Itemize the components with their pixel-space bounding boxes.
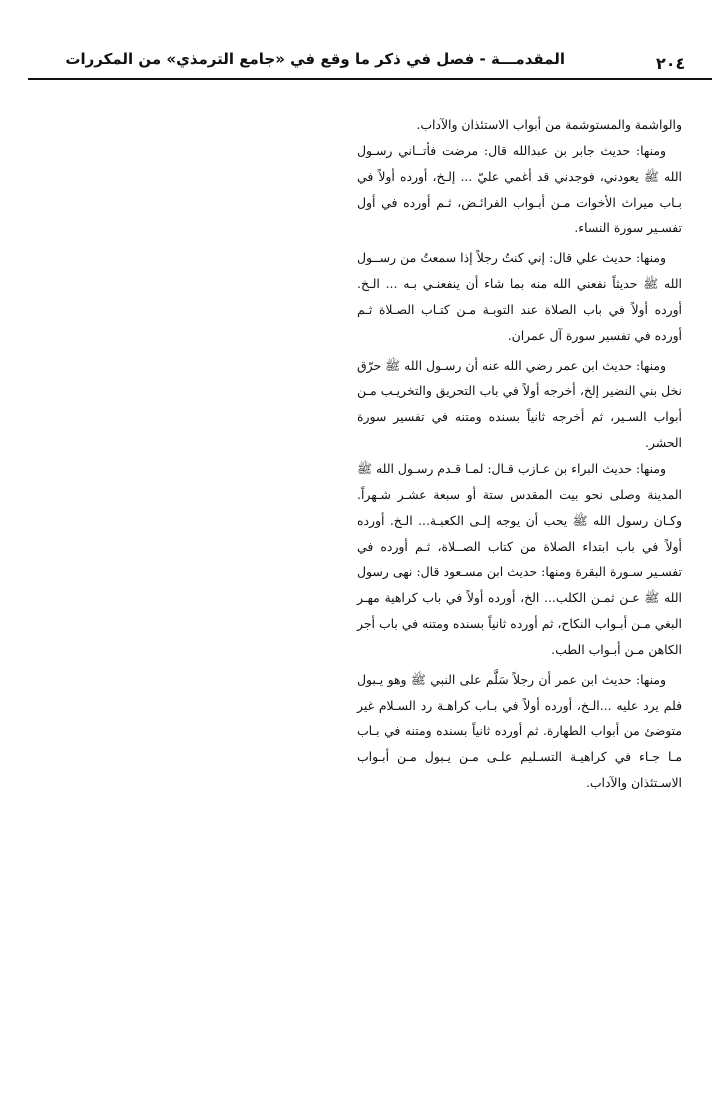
paragraph-hadith-bara: ومنها: حديث البراء بن عـازب قـال: لمـا قـدم رسـول الله ﷺ المدينة وصلى نحو بيت المقدس ستة أو سبعة عشـر شـهراً. وكـان رسول الله ﷺ يحب أن يوجه إلـى الكعبـة... الـخ. أورده أولاً في باب ابتداء الصلاة من كتاب الصــلاة، ثـم أورده في تفسـير سـورة البقرة ومنها: حديث ابن مسـعود قال: نهى رسول الله ﷺ عـن ثمـن الكلب... الخ، أورده أولاً في باب كراهية مهـر البغي مـن أبـواب النكاح، ثم أورده ثانياً بسنده ومتنه في باب أجر الكاهن مـن أبـواب الطب. (357, 460, 682, 657)
paragraph-hadith-ibn-umar-nakhl: ومنها: حديث ابن عمر رضي الله عنه أن رسـول الله ﷺ حرّق نخل بني النضير إلخ، أخرجه أولاً في باب التحريق والتخريـب مـن أبواب السـير، ثم أخرجه ثانياً بسنده ومتنه في تفسير سورة الحشر. (357, 357, 682, 451)
paragraph-hadith-ibn-umar-salam: ومنها: حديث ابن عمر أن رجلاً سَلَّم على النبي ﷺ وهو يـبول فلم يرد عليه ...الـخ، أورده أولاً في بـاب كراهـة رد السـلام غير متوضئ من أبواب الطهارة. ثم أورده ثانياً بسنده ومتنه في بـاب مـا جـاء في كراهيـة التسـليم علـى مـن يـبول مـن أبـواب الاسـتئذان والآداب. (357, 671, 682, 791)
header-rule (28, 78, 712, 80)
paragraph-hadith-ali: ومنها: حديث علي قال: إني كنتُ رجلاً إذا سمعتُ من رســول الله ﷺ حديثاً نفعني الله منه بما شاء أن ينفعنـي بـه ... الـخ. أورده أولاً في باب الصلاة عند التوبـة مـن كتـاب الصـلاة ثـم أورده في تفسير سورة آل عمران. (357, 250, 682, 343)
paragraph-hadith-jabir: ومنها: حديث جابر بن عبدالله قال: مرضت فأتــاني رسـول الله ﷺ يعودني، فوجدني قد أغمي عليّ ... إلـخ، أورده أولاً في بـاب ميراث الأخوات مـن أبـواب الفرائـض، ثـم أورده في أول تفسـير سورة النساء. (357, 142, 682, 236)
paragraph-continuation: والواشمة والمستوشمة من أبواب الاستئذان والآداب. (416, 117, 682, 132)
page-header (28, 44, 712, 74)
page-number: ٢٠٤ (656, 54, 686, 73)
body-text (357, 112, 682, 796)
running-title: المقدمـــة - فصل في ذكر ما وقع في «جامع الترمذي» من المكررات (65, 50, 565, 68)
